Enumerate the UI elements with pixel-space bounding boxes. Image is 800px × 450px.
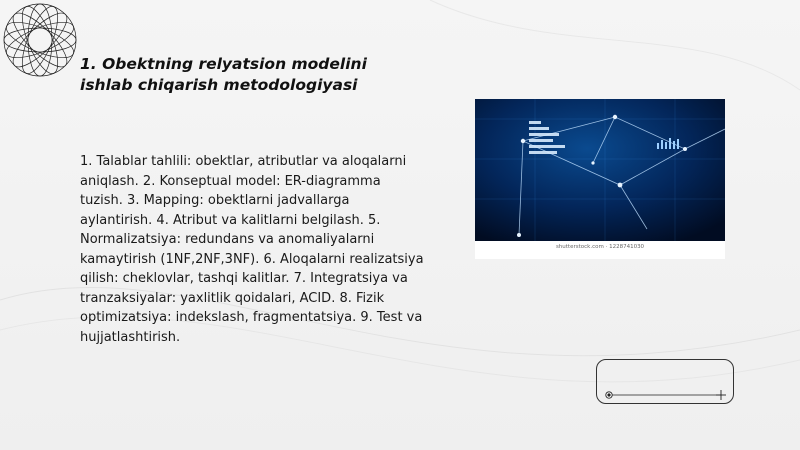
image-credit: shutterstock.com · 1228741030 (555, 244, 645, 250)
network-image (475, 99, 725, 241)
plus-icon (716, 390, 726, 400)
slide-title: 1. Obektning relyatsion modelini ishlab chiqarish metodologiyasi (80, 55, 367, 94)
timeline-widget (596, 359, 734, 404)
slide-body-text: 1. Talablar tahlili: obektlar, atributlar va aloqalarni aniqlash. 2. Konseptual model: ER-diagramma tuzish. 3. Mapping: obektlarni jadvallarga aylantirish. 4. Atribut va kalitlarni belgilash. 5. Normalizatsiya: redundans va anomaliyalarni kamaytirish (1NF,2NF,3NF). 6. Aloqalarni realizatsiya qilish: cheklovlar, tashqi kalitlar. 7. Integratsiya va tranzaksiyalar: yaxlitlik qoidalari, ACID. 8. Fizik optimizatsiya: indekslash, fragmentatsiya. 9. Test va hujjatlashtirish. (80, 154, 424, 345)
image-credit-bar (475, 241, 725, 259)
spirograph-ornament-icon (0, 0, 80, 80)
network-photo (475, 99, 725, 259)
dot-icon (606, 392, 612, 398)
